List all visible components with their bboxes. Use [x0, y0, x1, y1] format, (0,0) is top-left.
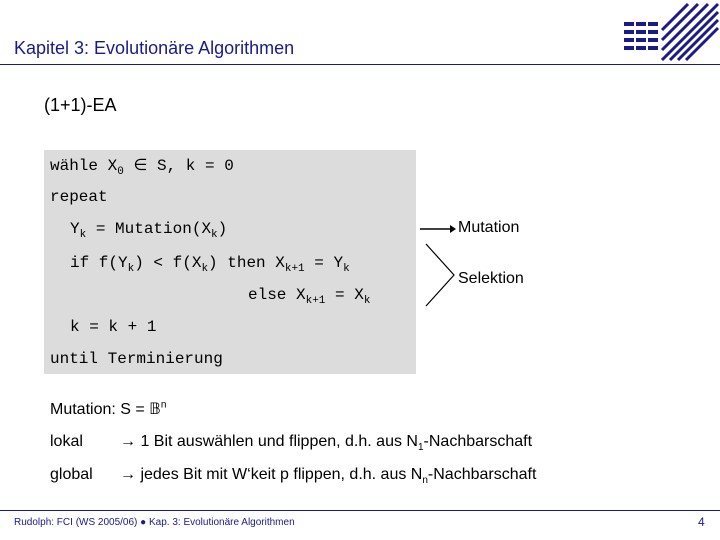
code-line-2: repeat: [50, 188, 108, 206]
footer-text: Rudolph: FCI (WS 2005/06) ● Kap. 3: Evolutionäre Algorithmen: [14, 517, 295, 528]
code-line-5: else $X_{k+1} = X_k$: [248, 286, 371, 307]
slide-title: Kapitel 3: Evolutionäre Algorithmen: [14, 38, 295, 58]
lokal-description: → 1 Bit auswählen und flippen, d.h. aus $N_1$-Nachbarschaft: [120, 433, 533, 454]
university-logo-icon: [622, 0, 720, 64]
code-line-6: k = k + 1: [70, 318, 157, 336]
mutation-label: Mutation: [458, 219, 520, 236]
lokal-label: lokal: [50, 433, 83, 450]
code-line-7: until Terminierung: [50, 350, 223, 368]
global-label: global: [50, 466, 93, 483]
code-line-1: wähle $X_0$ ∈ S, k = 0: [50, 155, 234, 178]
page-number: 4: [698, 515, 705, 529]
title-divider: [0, 64, 720, 65]
selection-bracket-icon: [424, 242, 458, 308]
mutation-definition: Mutation: S = 𝔹$^n$: [50, 399, 167, 418]
selektion-label: Selektion: [458, 270, 524, 287]
code-line-4: if $f(Y_k) < f(X_k)$ then $X_{k+1} = Y_k$: [70, 254, 350, 275]
code-line-3: $Y_k$ = $Mutation(X_k)$: [70, 220, 228, 241]
footer-divider: [0, 510, 720, 511]
global-description: → jedes Bit mit W‘keit p flippen, d.h. aus $N_n$-Nachbarschaft: [120, 466, 537, 487]
algorithm-heading: (1+1)-EA: [44, 95, 117, 115]
mutation-arrow-icon: [420, 222, 456, 236]
